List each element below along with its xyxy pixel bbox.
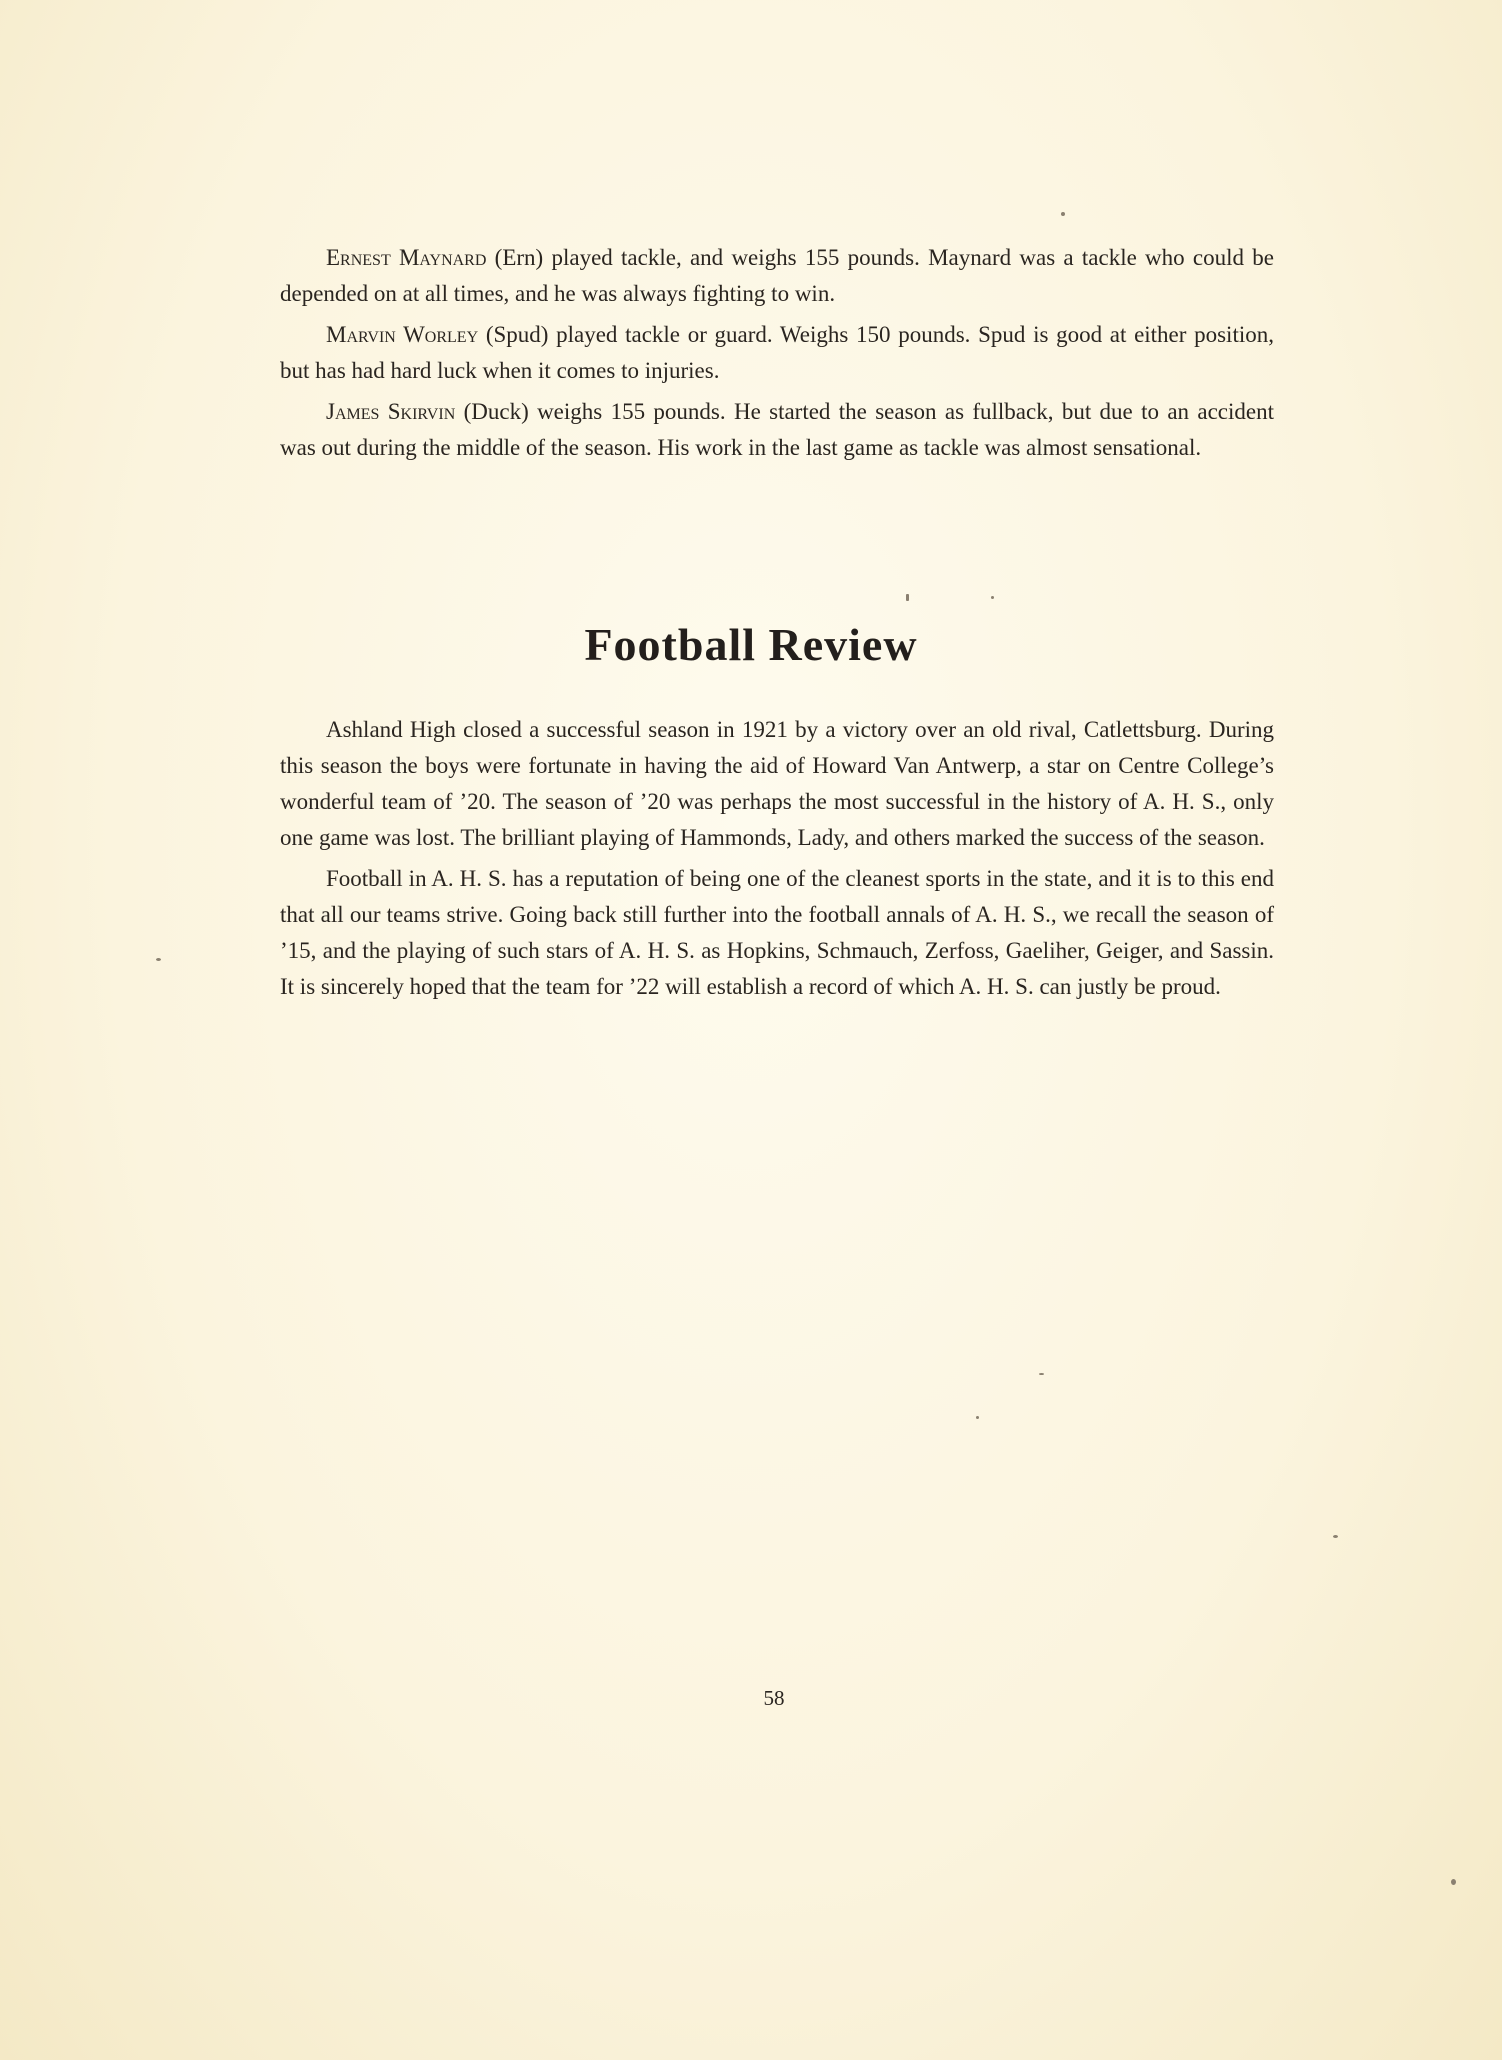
- player-name: Marvin Worley: [326, 322, 479, 347]
- paper-speck: [156, 958, 161, 961]
- review-paragraph: Ashland High closed a successful season in 1921 by a victory over an old rival, Catlettsburg. During this season the boys were fortunate in having the aid of Howard Van Antwerp, a star on Centre College’s wonderful team of ’20. The season of ’20 was perhaps the most successful in the history of A. H. S., only one game was lost. The brilliant playing of Hammonds, Lady, and others marked the success of the season.: [280, 717, 1274, 850]
- paper-speck: [1039, 1373, 1044, 1375]
- player-name: Ernest Maynard: [326, 245, 487, 270]
- player-description: (Ern) played tackle, and weighs 155 pounds. Maynard was a tackle who could be depended on at all times, and he was always fighting to win.: [280, 245, 1274, 306]
- section-title: Football Review: [584, 619, 918, 670]
- paper-speck: [1451, 1879, 1456, 1885]
- paper-speck: [991, 596, 994, 599]
- review-paragraph: Football in A. H. S. has a reputation of being one of the cleanest sports in the state, and it is to this end that all our teams strive. Going back still further into the football annals of A. H. S., we recall the season of ’15, and the playing of such stars of A. H. S. as Hopkins, Schmauch, Zerfoss, Gaeliher, Geiger, and Sassin. It is sincerely hoped that the team for ’22 will establish a record of which A. H. S. can justly be proud.: [280, 866, 1274, 999]
- paper-speck: [1061, 212, 1065, 216]
- player-description: (Duck) weighs 155 pounds. He started the season as fullback, but due to an accident was out during the middle of the season. His work in the last game as tackle was almost sensational.: [280, 399, 1274, 460]
- player-description: (Spud) played tackle or guard. Weighs 150 pounds. Spud is good at either position, but has had hard luck when it comes to injuries.: [280, 322, 1274, 383]
- player-bio-worley: [280, 317, 1274, 389]
- paper-speck: [1333, 1535, 1338, 1538]
- page-number: 58: [763, 1686, 785, 1710]
- player-bio-skirvin: [280, 394, 1274, 466]
- paper-speck: [906, 594, 909, 601]
- player-bio-maynard: [280, 240, 1274, 312]
- player-bios: [280, 240, 1274, 471]
- player-name: James Skirvin: [326, 399, 456, 424]
- paper-speck: [976, 1416, 979, 1419]
- football-review-body: [280, 712, 1274, 1010]
